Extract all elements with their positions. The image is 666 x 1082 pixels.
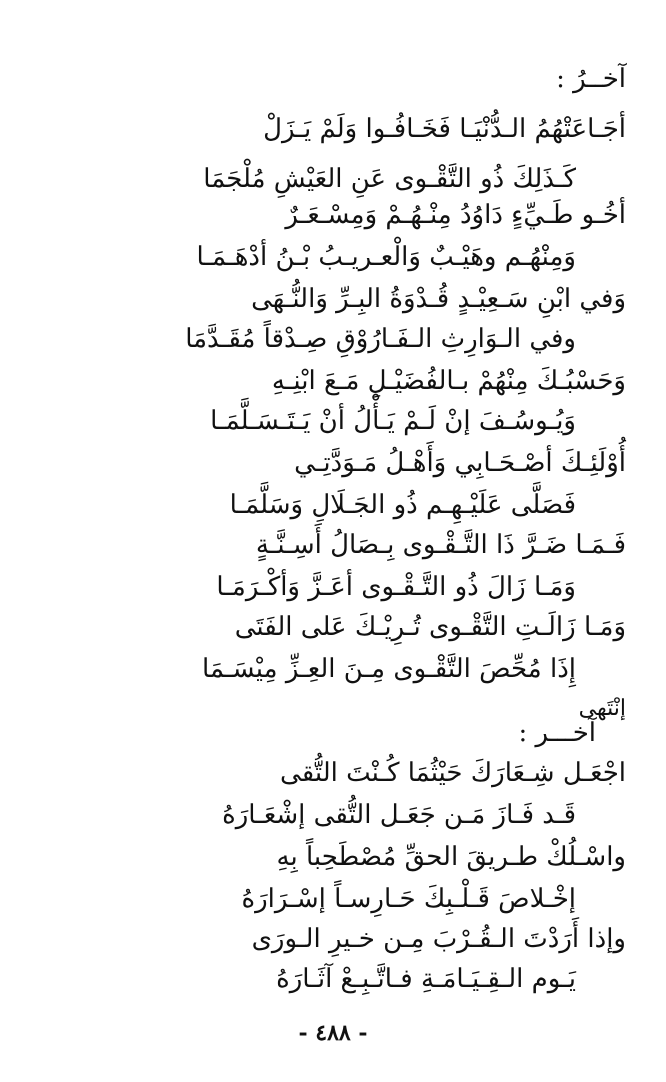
section-heading: آخــرُ : [556,64,626,94]
verse-first-hemistich: واسْـلُكْ طـريقَ الحقِّ مُصْطَحِباً بِهِ [276,842,626,872]
end-mark: إنْتَهى [578,696,626,721]
verse-first-hemistich: أُوْلَئِـكَ أصْـحَـابِي وَأَهْـلُ مَـوَدَّتِـي [294,448,626,478]
verse-second-hemistich: وَمِنْهُـم وهَيْـبٌ وَالْعـريـبُ بْـنُ أدْهَـمَـا [196,242,576,272]
verse-first-hemistich: فَـمَـا ضَـرَّ ذَا التَّـقْـوى بِـصَالُ أَسِـنَّـةٍ [255,530,626,560]
verse-second-hemistich: وَمَـا زَالَ ذُو التَّـقْـوى أعَـزَّ وَأكْـرَمَـا [216,572,576,602]
verse-first-hemistich: أخُـو طَـيِّءٍ دَاوُدُ مِنْـهُـمْ وَمِسْـعَـرٌ [285,200,626,230]
verse-first-hemistich: وَمَـا زَالَـتِ التَّقْـوى تُـرِيْـكَ عَلى الفَتَى [234,612,626,642]
verse-first-hemistich: وإذا أَرَدْتَ الـقُـرْبَ مِـن خـيرِ الـورَى [251,924,626,954]
verse-second-hemistich: وَيُـوسُـفَ إنْ لَـمْ يَـأْلُ أنْ يَـتَـسَـلَّمَـا [210,406,576,436]
verse-first-hemistich: أجَـاعَتْهُمُ الـدُّنْيَـا فَخَـافُـوا وَلَمْ يَـزَلْ [263,114,626,144]
verse-second-hemistich: قَـد فَـازَ مَـن جَعَـل التُّقى إشْعَـارَهُ [222,800,576,830]
page-number: - ٤٨٨ - [298,1020,368,1046]
verse-second-hemistich: إِذَا مُحِّصَ التَّقْـوى مِـنَ العِـزِّ مِيْسَـمَا [202,654,576,684]
verse-second-hemistich: يَـوم الـقِـيَـامَـةِ فـاتَّـبِـعْ آثَـارَهُ [276,964,576,994]
verse-first-hemistich: وَحَسْبُـكَ مِنْهُمْ بـالفُضَيْـلِ مَـعَ ابْنِـهِ [271,366,626,396]
section-heading: آخـــر : [518,718,596,748]
verse-second-hemistich: فَصَلَّى عَلَيْـهِـم ذُو الجَـلَالِ وَسَلَّمَـا [229,490,576,520]
verse-first-hemistich: اجْعَـل شِـعَارَكَ حَيْثُمَا كُـنْتَ التُّقى [280,758,626,788]
verse-first-hemistich: وَفي ابْنِ سَـعِيْـدٍ قُـدْوَةُ البِـرِّ وَالنُّـهَى [251,284,626,314]
verse-second-hemistich: وفي الـوَارِثِ الـفَـارُوْقِ صِـدْقاً مُقَـدَّمَا [185,324,576,354]
verse-second-hemistich: إخْـلاصَ قَـلْـبِكَ حَـارِسـاً إسْـرَارَهُ [241,884,576,914]
verse-second-hemistich: كَـذَلِكَ ذُو التَّقْـوى عَنِ العَيْشِ مُلْجَمَا [203,164,576,194]
